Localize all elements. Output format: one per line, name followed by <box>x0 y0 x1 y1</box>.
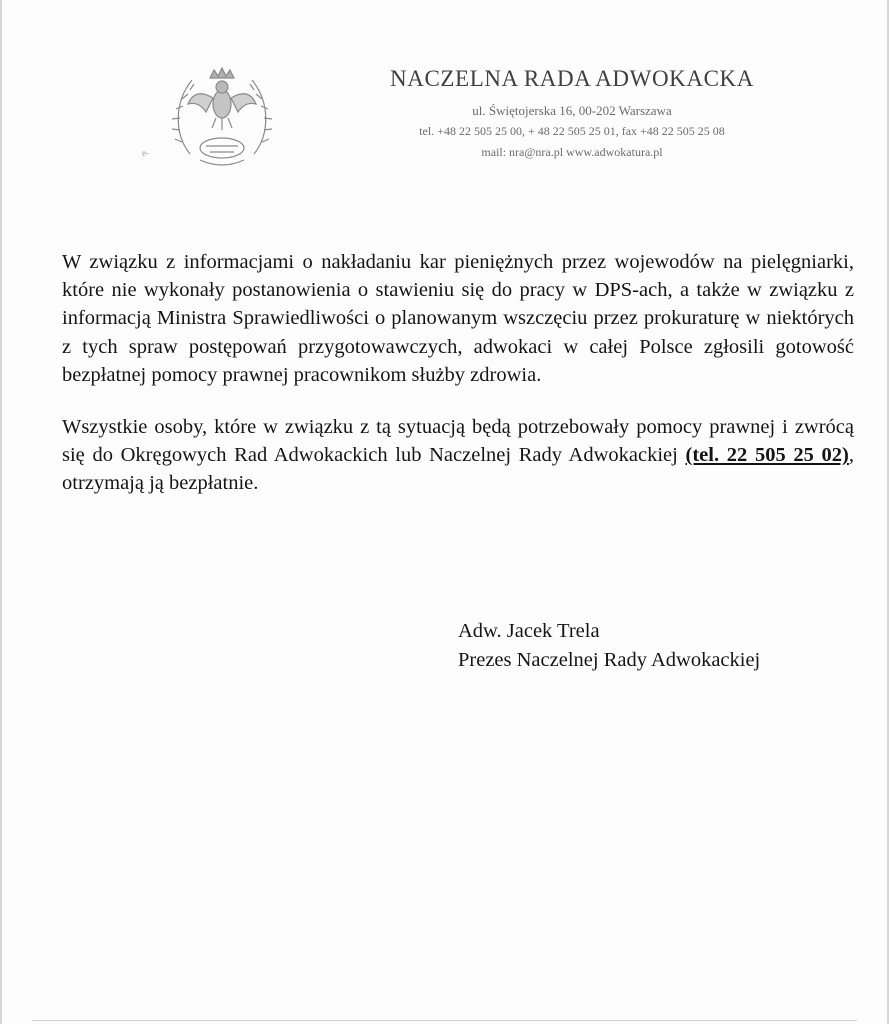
edge-mark: e- <box>142 148 149 158</box>
letter-body <box>62 248 854 522</box>
paragraph-2-ending: , otrzymają ją bezpłatnie. <box>62 444 854 495</box>
organization-contact: mail: nra@nra.pl www.adwokatura.pl <box>481 145 663 159</box>
organization-name: NACZELNA RADA ADWOKACKA <box>390 66 754 91</box>
signature-block <box>458 617 760 674</box>
page-bottom-divider <box>32 1020 857 1021</box>
letterhead <box>342 66 802 163</box>
paragraph-1: W związku z informacjami o nakładaniu kar pieniężnych przez wojewodów na pielęgniarki, które nie wykonały postanowienia o stawieniu się do pracy w DPS-ach, a także w związku z informacją Ministra Sprawiedliwości o planowanym wszczęciu przez prokuraturę w niektórych z tych spraw postępowań przygotowawczych, adwokaci w całej Polsce zgłosili gotowość bezpłatnej pomocy prawnej pracownikom służby zdrowia. <box>62 251 854 386</box>
helpline-phone: (tel. 22 505 25 02) <box>685 444 849 467</box>
paragraph-2-text: Wszystkie osoby, które w związku z tą sytuacją będą potrzebowały pomocy prawnej i zwrócą się do Okręgowych Rad Adwokackich lub Naczelnej Rady Adwokackiej <box>62 416 854 467</box>
paragraph-2 <box>62 413 854 498</box>
signatory-title: Prezes Naczelnej Rady Adwokackiej <box>458 648 761 671</box>
organization-phones: tel. +48 22 505 25 00, + 48 22 505 25 01, fax +48 22 505 25 08 <box>419 124 725 138</box>
bar-council-emblem-icon <box>170 62 274 172</box>
organization-address: ul. Świętojerska 16, 00-202 Warszawa <box>472 103 672 118</box>
signatory-name: Adw. Jacek Trela <box>458 620 600 642</box>
